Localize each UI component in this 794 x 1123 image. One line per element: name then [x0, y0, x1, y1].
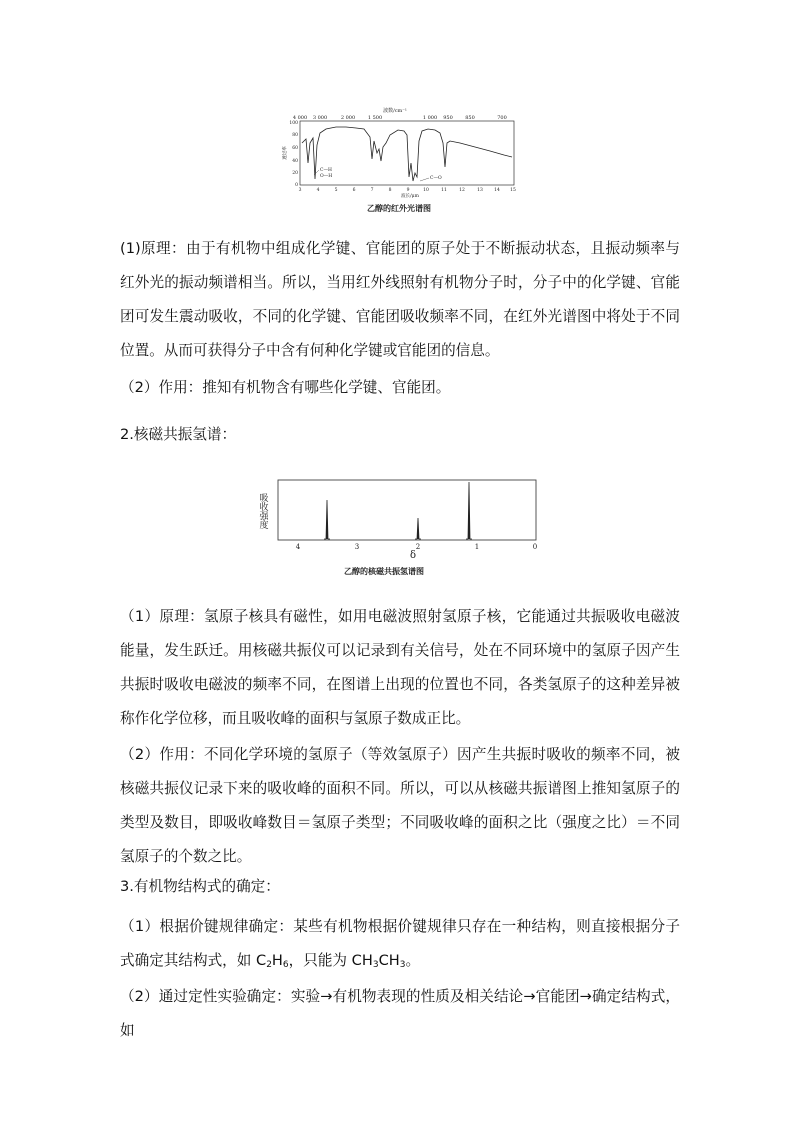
ir-principle-paragraph: (1)原理：由于有机物中组成化学键、官能团的原子处于不断振动状态，且振动频率与红外光的振动频谱相当。所以，当用红外线照射有机物分子时，分子中的化学键、官能团可发生震动吸收，不同的化学键、官能团吸收频率不同，在红外光谱图中将处于不同位置。从而可获得分子中含有何种化学键或官能团的信息。	[120, 240, 680, 359]
ir-top-tick: 4 000	[292, 115, 308, 121]
ir-peak-label-oh: O—H	[320, 174, 333, 179]
ir-y-axis-label: 透过率	[283, 146, 288, 160]
ir-bottom-tick: 3	[298, 188, 302, 193]
nmr-spectrum-figure	[255, 478, 550, 570]
formula-subscript: 6	[282, 960, 289, 970]
nmr-peak-1.2	[466, 482, 472, 539]
nmr-x-tick: 2	[415, 543, 421, 551]
qualitative-experiment-paragraph: （2）通过定性实验确定：实验→有机物表现的性质及相关结论→官能团→确定结构式，如	[120, 988, 680, 1039]
nmr-peak-2.1	[415, 518, 421, 539]
ir-y-tick: 80	[292, 133, 298, 138]
ir-bottom-axis-title: 波长/μm	[401, 194, 419, 198]
ir-peak-label-co: C—O	[430, 176, 442, 181]
nmr-figure-caption: 乙醇的核磁共振氢谱图	[344, 567, 424, 576]
formula-subscript: 2	[266, 960, 272, 970]
ir-peak-pointer-co	[420, 178, 429, 181]
ir-usage-paragraph: （2）作用：推知有机物含有哪些化学键、官能团。	[120, 379, 451, 396]
ir-top-tick: 700	[497, 115, 507, 121]
ir-bottom-tick: 5	[334, 188, 338, 193]
nmr-principle-paragraph: （1）原理：氢原子核具有磁性，如用电磁波照射氢原子核，它能通过共振吸收电磁波能量，发生跃迁。用核磁共振仪可以记录到有关信号，处在不同环境中的氢原子因产生共振时吸收电磁波的频率不同，在图谱上出现的位置也不同，各类氢原子的这种差异被称作化学位移，而且吸收峰的面积与氢原子数成正比。	[120, 608, 680, 727]
formula-subscript: 3	[372, 960, 379, 970]
ir-y-tick: 40	[292, 159, 298, 164]
ir-top-tick: 1 000	[422, 115, 438, 121]
ir-bottom-tick: 9	[406, 188, 410, 193]
formula-subscript: 3	[399, 960, 406, 970]
nmr-peak-3.6	[324, 500, 330, 539]
ir-bottom-tick: 15	[510, 188, 516, 193]
nmr-x-axis-label: δ	[409, 550, 417, 561]
nmr-y-label-char: 度	[259, 521, 269, 531]
nmr-plot-frame	[278, 480, 536, 540]
valence-rule-paragraph	[120, 910, 680, 978]
nmr-y-label-char: 强	[259, 512, 269, 522]
valence-rule-text: （1）根据价键规律确定：某些有机物根据价键规律只存在一种结构，则直接根据分子式确定其结构式，如 C	[120, 918, 680, 969]
ir-top-tick: 2 000	[340, 115, 356, 121]
nmr-usage-paragraph: （2）作用：不同化学环境的氢原子（等效氢原子）因产生共振时吸收的频率不同，被核磁共振仪记录下来的吸收峰的面积不同。所以，可以从核磁共振谱图上推知氢原子的类型及数目，即吸收峰数目＝氢原子类型；不同吸收峰的面积之比（强度之比）＝不同氢原子的个数之比。	[120, 746, 680, 865]
ir-top-tick: 850	[465, 115, 475, 121]
ir-top-tick: 950	[443, 115, 453, 121]
section-heading-structure: 3.有机物结构式的确定：	[120, 878, 280, 895]
ir-bottom-tick: 7	[370, 188, 374, 193]
nmr-x-tick: 4	[295, 543, 301, 551]
ir-bottom-tick: 4	[316, 188, 320, 193]
ir-bottom-tick: 12	[459, 188, 465, 193]
ir-y-tick: 0	[295, 183, 298, 188]
ir-bottom-tick: 11	[441, 188, 447, 193]
formula-text: 。	[405, 952, 421, 969]
ir-bottom-tick: 13	[477, 188, 483, 193]
ir-top-tick: 3 000	[312, 115, 328, 121]
ir-bottom-tick: 8	[388, 188, 392, 193]
formula-text: H	[271, 952, 283, 969]
ir-figure-caption: 乙醇的红外光谱图	[367, 204, 431, 213]
ir-top-tick: 1 500	[367, 115, 383, 121]
nmr-x-tick: 3	[354, 543, 360, 551]
ir-bottom-tick: 6	[352, 188, 356, 193]
ir-bottom-tick: 10	[423, 188, 429, 193]
ir-y-tick: 20	[292, 171, 298, 176]
ir-top-axis-title: 波数/cm⁻¹	[383, 108, 407, 114]
nmr-x-tick: 1	[474, 543, 480, 551]
nmr-y-label-char: 吸	[259, 494, 269, 504]
ir-bottom-tick: 14	[494, 188, 500, 193]
nmr-x-tick: 0	[532, 543, 538, 551]
nmr-y-label-char: 收	[259, 503, 269, 513]
section-heading-nmr: 2.核磁共振氢谱：	[120, 426, 237, 443]
ir-y-tick: 100	[289, 121, 298, 126]
ir-y-tick: 60	[292, 146, 298, 151]
formula-text: CH	[378, 952, 400, 969]
formula-text: ，只能为 CH	[288, 952, 373, 969]
ir-spectrum-curve	[302, 127, 512, 181]
ir-peak-label-ch: C—H	[320, 168, 332, 173]
ir-spectrum-figure	[280, 103, 520, 198]
